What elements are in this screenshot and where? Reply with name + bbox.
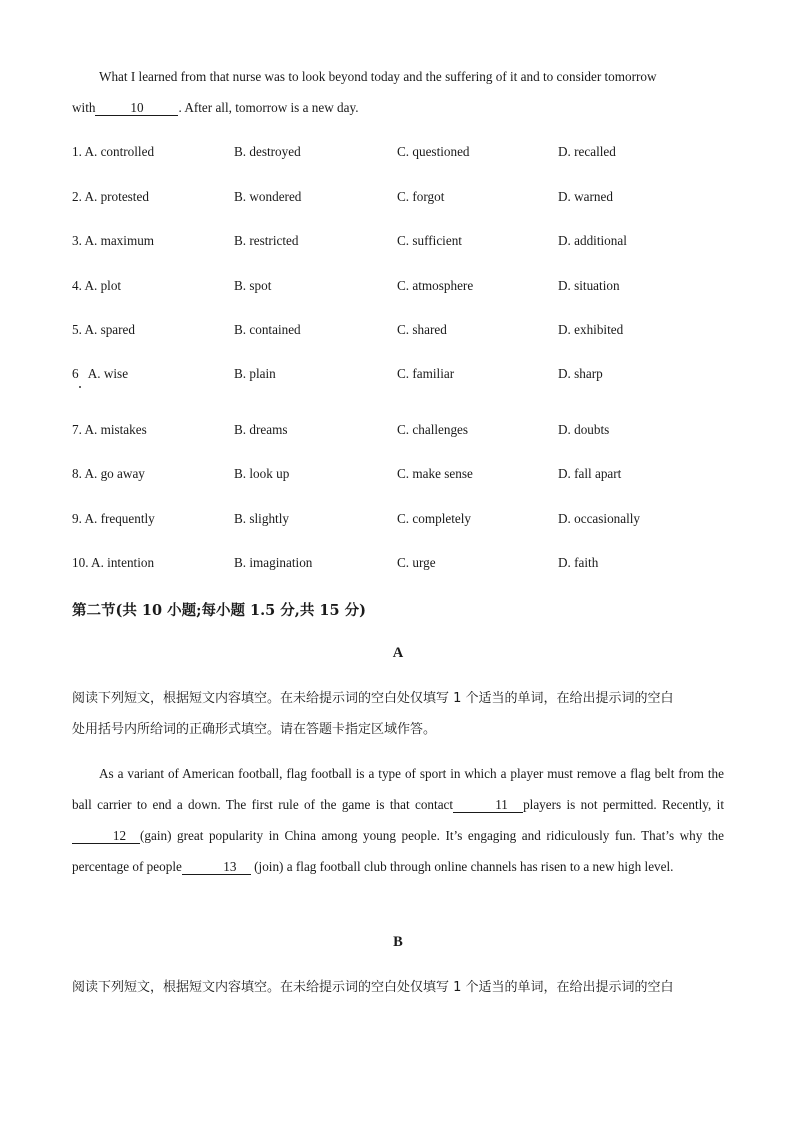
question-row: [72, 422, 724, 440]
option-d[interactable]: D. situation: [558, 278, 620, 293]
option-d[interactable]: D. recalled: [558, 144, 616, 159]
option-c[interactable]: C. urge: [397, 555, 436, 570]
option-b[interactable]: B. slightly: [234, 511, 289, 526]
question-row: [72, 233, 724, 251]
question-row: [72, 322, 724, 340]
question-row: [72, 278, 724, 296]
option-c[interactable]: C. make sense: [397, 466, 473, 481]
intro-line-1: What I learned from that nurse was to look beyond today and the suffering of it and to consider tomorrow: [99, 69, 657, 84]
part-a-label: A: [392, 645, 404, 661]
option-a[interactable]: 1. A. controlled: [72, 144, 155, 159]
question-row: [72, 511, 724, 529]
option-c[interactable]: C. shared: [397, 322, 447, 337]
option-a[interactable]: 6 A. wise: [72, 366, 129, 381]
part-b-instructions: [72, 972, 724, 1003]
blank-11[interactable]: 11: [453, 798, 523, 813]
option-b[interactable]: B. spot: [234, 278, 272, 293]
stray-dot-mark: [79, 386, 81, 388]
option-d[interactable]: D. sharp: [558, 366, 603, 381]
option-d[interactable]: D. additional: [558, 233, 627, 248]
option-b[interactable]: B. restricted: [234, 233, 299, 248]
option-c[interactable]: C. sufficient: [397, 233, 462, 248]
question-row: [72, 144, 724, 162]
option-d[interactable]: D. occasionally: [558, 511, 641, 526]
intro-paragraph: [72, 61, 724, 123]
option-c[interactable]: C. familiar: [397, 366, 455, 381]
question-row: [72, 555, 724, 573]
option-b[interactable]: B. plain: [234, 366, 276, 381]
option-c[interactable]: C. completely: [397, 511, 471, 526]
option-b[interactable]: B. imagination: [234, 555, 313, 570]
passage-text: (gain) great popularity in China among young people. It’s engaging and ridiculously fun. That’s why the percentage of people: [72, 828, 724, 874]
question-row: [72, 466, 724, 484]
option-c[interactable]: C. forgot: [397, 189, 445, 204]
option-a[interactable]: 5. A. spared: [72, 322, 135, 337]
instructions-line-2: 处用括号内所给词的正确形式填空。请在答题卡指定区域作答。: [72, 722, 437, 737]
question-row: [72, 366, 724, 384]
option-c[interactable]: C. atmosphere: [397, 278, 474, 293]
part-b-label: B: [393, 934, 403, 950]
instructions-line-1: 阅读下列短文，根据短文内容填空。在未给提示词的空白处仅填写 1 个适当的单词，在给出提示词的空白: [72, 980, 674, 995]
option-a[interactable]: 7. A. mistakes: [72, 422, 147, 437]
option-b[interactable]: B. dreams: [234, 422, 288, 437]
option-a[interactable]: 8. A. go away: [72, 466, 145, 481]
option-d[interactable]: D. faith: [558, 555, 599, 570]
option-d[interactable]: D. doubts: [558, 422, 610, 437]
part-a-instructions: [72, 683, 724, 745]
option-a[interactable]: 3. A. maximum: [72, 233, 155, 248]
instructions-line-1: 阅读下列短文，根据短文内容填空。在未给提示词的空白处仅填写 1 个适当的单词，在给出提示词的空白: [72, 691, 674, 706]
option-d[interactable]: D. exhibited: [558, 322, 624, 337]
option-b[interactable]: B. contained: [234, 322, 301, 337]
part-a-passage: [72, 758, 724, 882]
intro-line-2-start: with: [72, 100, 96, 115]
option-d[interactable]: D. fall apart: [558, 466, 622, 481]
option-a[interactable]: 4. A. plot: [72, 278, 122, 293]
intro-line-2-end: . After all, tomorrow is a new day.: [178, 100, 359, 115]
blank-12[interactable]: 12: [72, 829, 140, 844]
section-heading: 第二节(共 10 小题;每小题 1.5 分,共 15 分): [72, 602, 366, 619]
intro-line-2: [72, 92, 724, 123]
option-a[interactable]: 2. A. protested: [72, 189, 149, 204]
passage-text: players is not permitted. Recently, it: [523, 797, 724, 812]
question-row: [72, 189, 724, 207]
option-d[interactable]: D. warned: [558, 189, 613, 204]
option-b[interactable]: B. look up: [234, 466, 290, 481]
passage-text: As a variant of American football, flag football is a type of sport in which a player must remove a flag belt from the ball carrier to end a down. The first rule of the game is that contact: [72, 766, 724, 812]
blank-13[interactable]: 13: [182, 860, 251, 875]
blank-10[interactable]: 10: [95, 101, 178, 116]
option-b[interactable]: B. destroyed: [234, 144, 301, 159]
option-a[interactable]: 10. A. intention: [72, 555, 155, 570]
passage-text: (join) a flag football club through online channels has risen to a new high level.: [250, 859, 674, 874]
option-b[interactable]: B. wondered: [234, 189, 302, 204]
option-c[interactable]: C. challenges: [397, 422, 469, 437]
option-c[interactable]: C. questioned: [397, 144, 470, 159]
option-a[interactable]: 9. A. frequently: [72, 511, 155, 526]
